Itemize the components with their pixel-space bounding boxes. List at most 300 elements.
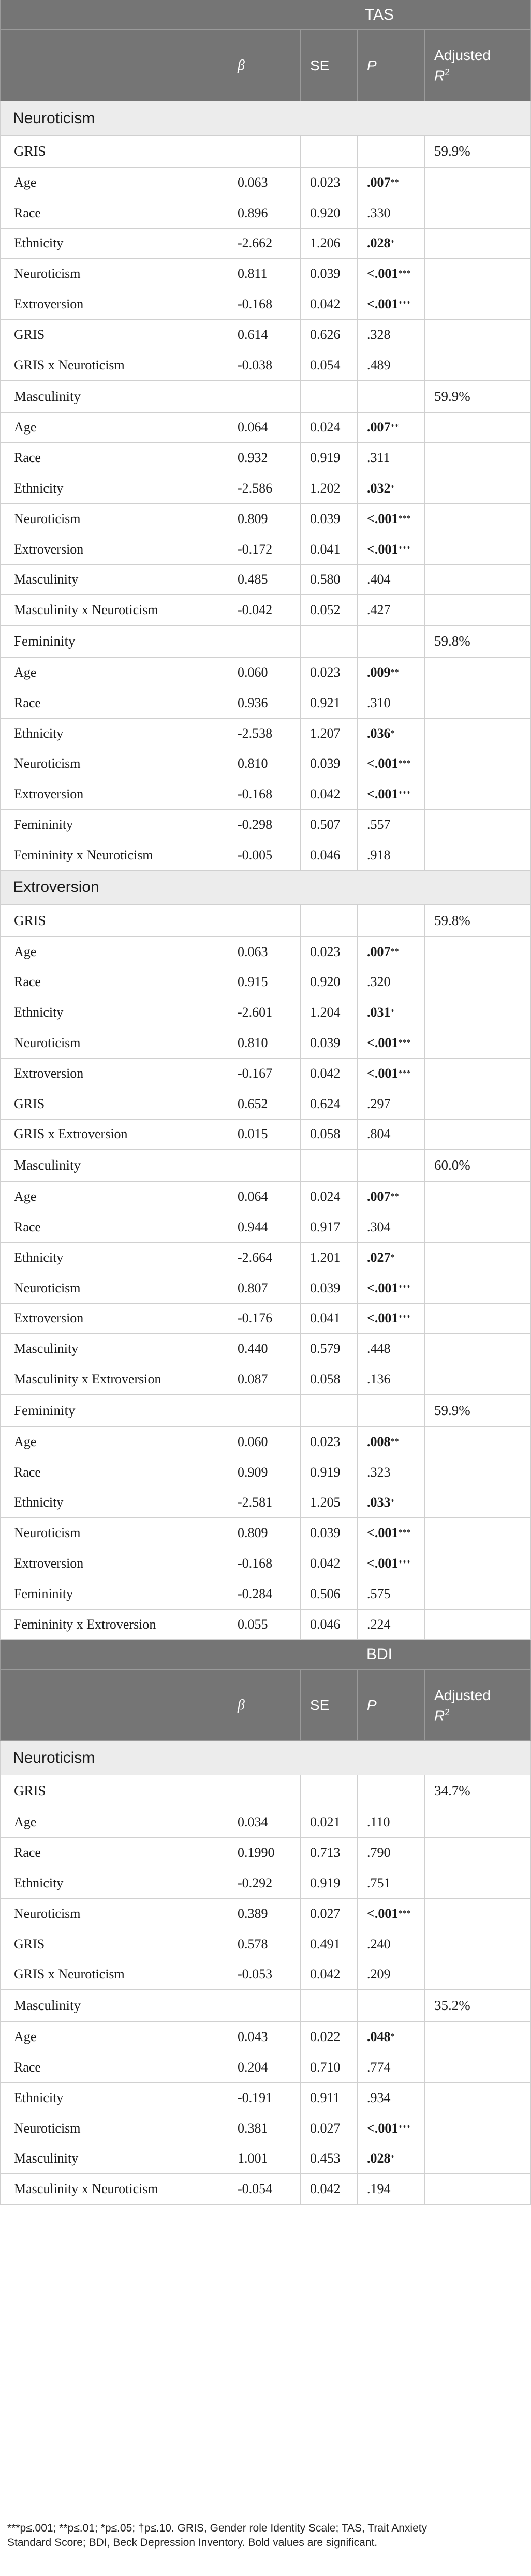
se-value: 0.507 bbox=[300, 810, 357, 840]
variable-label: Neuroticism bbox=[0, 1028, 228, 1058]
significance-marker: * bbox=[390, 2032, 395, 2042]
significance-marker: *** bbox=[398, 514, 411, 523]
empty-cell bbox=[424, 719, 531, 749]
empty-cell bbox=[424, 937, 531, 967]
variable-label: Race bbox=[0, 688, 228, 718]
p-value-cell bbox=[357, 840, 424, 870]
empty-cell bbox=[424, 688, 531, 718]
p-value: .323 bbox=[367, 1464, 391, 1480]
col-se-header: SE bbox=[300, 30, 357, 101]
significance-marker: * bbox=[390, 1253, 395, 1262]
table-row bbox=[0, 1579, 531, 1610]
variable-label: Extroversion bbox=[0, 534, 228, 564]
beta-value: 0.043 bbox=[228, 2022, 300, 2052]
se-value: 0.054 bbox=[300, 350, 357, 380]
model-row bbox=[0, 1150, 531, 1182]
p-value: .297 bbox=[367, 1096, 391, 1111]
variable-label: Race bbox=[0, 1212, 228, 1242]
p-value-cell bbox=[357, 1182, 424, 1212]
se-value: 1.202 bbox=[300, 473, 357, 503]
p-value-cell bbox=[357, 350, 424, 380]
se-value: 0.917 bbox=[300, 1212, 357, 1242]
table-row bbox=[0, 413, 531, 443]
p-value-cell bbox=[357, 1548, 424, 1579]
empty-cell bbox=[424, 229, 531, 259]
beta-value: -0.038 bbox=[228, 350, 300, 380]
p-value-cell bbox=[357, 1364, 424, 1394]
p-value: .804 bbox=[367, 1126, 391, 1142]
table-row bbox=[0, 810, 531, 840]
empty-cell bbox=[424, 1579, 531, 1609]
empty-cell bbox=[300, 905, 357, 936]
table-row bbox=[0, 534, 531, 565]
p-value-cell bbox=[357, 1059, 424, 1089]
se-value: 0.042 bbox=[300, 779, 357, 809]
p-value: .934 bbox=[367, 2090, 391, 2105]
adjusted-label: Adjusted bbox=[434, 1687, 491, 1703]
significance-marker: *** bbox=[398, 300, 411, 309]
se-value: 1.207 bbox=[300, 719, 357, 749]
significance-marker: *** bbox=[398, 1528, 411, 1538]
se-value: 0.919 bbox=[300, 1868, 357, 1898]
significance-marker: *** bbox=[398, 2123, 411, 2133]
se-value: 0.046 bbox=[300, 840, 357, 870]
empty-cell bbox=[357, 905, 424, 936]
p-value-cell bbox=[357, 1807, 424, 1837]
empty-cell bbox=[300, 136, 357, 167]
p-value-cell bbox=[357, 473, 424, 503]
empty-cell bbox=[357, 1395, 424, 1426]
header-blank-cell bbox=[0, 1670, 228, 1740]
beta-value: 0.810 bbox=[228, 1028, 300, 1058]
beta-value: -0.167 bbox=[228, 1059, 300, 1089]
significance-marker: ** bbox=[390, 177, 399, 187]
beta-value: -2.581 bbox=[228, 1487, 300, 1517]
beta-value: -0.053 bbox=[228, 1959, 300, 1989]
empty-cell bbox=[424, 1868, 531, 1898]
empty-cell bbox=[228, 905, 300, 936]
p-value-cell bbox=[357, 2052, 424, 2082]
empty-cell bbox=[424, 2083, 531, 2113]
p-value-cell bbox=[357, 2113, 424, 2143]
significance-marker: *** bbox=[398, 759, 411, 768]
table-row bbox=[0, 719, 531, 749]
se-value: 0.920 bbox=[300, 967, 357, 997]
column-header-row bbox=[0, 1670, 531, 1741]
variable-label: Ethnicity bbox=[0, 997, 228, 1028]
variable-label: Age bbox=[0, 413, 228, 443]
beta-value: -2.586 bbox=[228, 473, 300, 503]
se-value: 0.039 bbox=[300, 504, 357, 534]
se-value: 0.023 bbox=[300, 937, 357, 967]
table-row bbox=[0, 840, 531, 871]
p-value: <.001 bbox=[367, 1555, 399, 1571]
significance-marker: ** bbox=[390, 1437, 399, 1446]
col-se-header: SE bbox=[300, 1670, 357, 1740]
empty-cell bbox=[228, 381, 300, 412]
variable-label: Age bbox=[0, 937, 228, 967]
p-value-cell bbox=[357, 1959, 424, 1989]
variable-label: Ethnicity bbox=[0, 229, 228, 259]
significance-marker: * bbox=[390, 1498, 395, 1507]
empty-cell bbox=[424, 2143, 531, 2173]
empty-cell bbox=[424, 534, 531, 564]
p-value: .240 bbox=[367, 1936, 391, 1952]
significance-marker: ** bbox=[390, 423, 399, 432]
se-value: 0.024 bbox=[300, 413, 357, 443]
beta-value: 0.936 bbox=[228, 688, 300, 718]
model-row bbox=[0, 1990, 531, 2022]
p-value: <.001 bbox=[367, 1525, 399, 1541]
beta-value: 0.932 bbox=[228, 443, 300, 473]
empty-cell bbox=[228, 1990, 300, 2021]
p-value-cell bbox=[357, 1457, 424, 1487]
adjusted-r2-value: 60.0% bbox=[424, 1150, 531, 1181]
beta-value: -0.168 bbox=[228, 1548, 300, 1579]
beta-value: 0.944 bbox=[228, 1212, 300, 1242]
p-value-cell bbox=[357, 2143, 424, 2173]
beta-value: -0.298 bbox=[228, 810, 300, 840]
empty-cell bbox=[424, 749, 531, 779]
empty-cell bbox=[424, 1273, 531, 1303]
empty-cell bbox=[424, 1364, 531, 1394]
table-row bbox=[0, 1868, 531, 1899]
p-value-cell bbox=[357, 443, 424, 473]
se-value: 0.023 bbox=[300, 658, 357, 688]
se-value: 0.046 bbox=[300, 1610, 357, 1640]
se-value: 0.039 bbox=[300, 1273, 357, 1303]
empty-cell bbox=[424, 1929, 531, 1959]
beta-value: -0.292 bbox=[228, 1868, 300, 1898]
empty-cell bbox=[300, 1775, 357, 1807]
measure-header: TAS bbox=[228, 0, 531, 29]
significance-marker: * bbox=[390, 728, 395, 738]
table-row bbox=[0, 1899, 531, 1929]
beta-value: 0.389 bbox=[228, 1899, 300, 1929]
p-value: .557 bbox=[367, 817, 391, 832]
p-value: .427 bbox=[367, 602, 391, 618]
p-value: .009 bbox=[367, 665, 391, 680]
variable-label: GRIS x Extroversion bbox=[0, 1120, 228, 1150]
table-row bbox=[0, 967, 531, 998]
empty-cell bbox=[424, 1089, 531, 1119]
beta-value: 0.064 bbox=[228, 413, 300, 443]
p-value: .790 bbox=[367, 1845, 391, 1860]
table-row bbox=[0, 937, 531, 967]
se-value: 0.710 bbox=[300, 2052, 357, 2082]
beta-value: -2.538 bbox=[228, 719, 300, 749]
p-value: .209 bbox=[367, 1967, 391, 1982]
se-value: 0.580 bbox=[300, 565, 357, 595]
measure-header-row bbox=[0, 0, 531, 30]
empty-cell bbox=[228, 626, 300, 657]
empty-cell bbox=[424, 2052, 531, 2082]
beta-value: 0.652 bbox=[228, 1089, 300, 1119]
empty-cell bbox=[424, 1610, 531, 1640]
table-row bbox=[0, 443, 531, 473]
col-adjusted-r2-header bbox=[424, 30, 531, 101]
model-label: Masculinity bbox=[0, 381, 228, 412]
variable-label: Masculinity bbox=[0, 1334, 228, 1364]
table-row bbox=[0, 2113, 531, 2144]
empty-cell bbox=[357, 136, 424, 167]
se-value: 0.920 bbox=[300, 198, 357, 228]
p-value: .330 bbox=[367, 205, 391, 220]
p-value-cell bbox=[357, 2174, 424, 2204]
beta-value: 0.087 bbox=[228, 1364, 300, 1394]
p-value-cell bbox=[357, 1838, 424, 1868]
p-value-cell bbox=[357, 1579, 424, 1609]
beta-value: 0.060 bbox=[228, 1427, 300, 1457]
table-row bbox=[0, 1182, 531, 1212]
empty-cell bbox=[424, 1243, 531, 1273]
p-value: <.001 bbox=[367, 511, 399, 526]
variable-label: Extroversion bbox=[0, 289, 228, 319]
se-value: 0.919 bbox=[300, 443, 357, 473]
beta-value: 0.485 bbox=[228, 565, 300, 595]
table-row bbox=[0, 1273, 531, 1304]
model-label: GRIS bbox=[0, 1775, 228, 1807]
table-row bbox=[0, 1304, 531, 1334]
p-value-cell bbox=[357, 1089, 424, 1119]
significance-marker: * bbox=[390, 239, 395, 248]
significance-marker: *** bbox=[398, 544, 411, 554]
se-value: 0.024 bbox=[300, 1182, 357, 1212]
table-row bbox=[0, 229, 531, 259]
beta-value: -0.054 bbox=[228, 2174, 300, 2204]
significance-marker: * bbox=[390, 2154, 395, 2163]
model-row bbox=[0, 1775, 531, 1807]
table-row bbox=[0, 595, 531, 626]
adjusted-r2-value: 59.8% bbox=[424, 626, 531, 657]
empty-cell bbox=[424, 1838, 531, 1868]
beta-value: 0.063 bbox=[228, 168, 300, 198]
r-exponent: 2 bbox=[445, 1706, 450, 1717]
header-blank-cell bbox=[0, 0, 228, 29]
se-value: 0.041 bbox=[300, 534, 357, 564]
p-value: .310 bbox=[367, 695, 391, 710]
p-value: .007 bbox=[367, 944, 391, 959]
se-value: 0.506 bbox=[300, 1579, 357, 1609]
se-value: 0.058 bbox=[300, 1364, 357, 1394]
adjusted-r2-label bbox=[434, 47, 491, 84]
p-value: <.001 bbox=[367, 756, 399, 771]
se-value: 0.023 bbox=[300, 168, 357, 198]
p-value: <.001 bbox=[367, 1065, 399, 1081]
table-row bbox=[0, 658, 531, 688]
beta-value: -0.172 bbox=[228, 534, 300, 564]
predictor-group-label: Neuroticism bbox=[0, 1741, 531, 1775]
empty-cell bbox=[424, 1120, 531, 1150]
empty-cell bbox=[424, 1899, 531, 1929]
p-value-cell bbox=[357, 1028, 424, 1058]
variable-label: Ethnicity bbox=[0, 719, 228, 749]
variable-label: Ethnicity bbox=[0, 1243, 228, 1273]
se-value: 0.579 bbox=[300, 1334, 357, 1364]
p-value-cell bbox=[357, 1868, 424, 1898]
beta-value: 0.896 bbox=[228, 198, 300, 228]
p-value-cell bbox=[357, 719, 424, 749]
variable-label: Ethnicity bbox=[0, 473, 228, 503]
p-value: <.001 bbox=[367, 541, 399, 557]
p-value: .489 bbox=[367, 357, 391, 373]
beta-value: 0.809 bbox=[228, 504, 300, 534]
empty-cell bbox=[300, 381, 357, 412]
table-row bbox=[0, 565, 531, 595]
table-row bbox=[0, 1929, 531, 1960]
beta-value: 0.915 bbox=[228, 967, 300, 997]
p-value: .918 bbox=[367, 847, 391, 862]
se-value: 0.713 bbox=[300, 1838, 357, 1868]
column-header-row bbox=[0, 30, 531, 101]
table-row bbox=[0, 1364, 531, 1395]
p-value-cell bbox=[357, 2083, 424, 2113]
p-value: .224 bbox=[367, 1616, 391, 1632]
se-value: 0.042 bbox=[300, 1059, 357, 1089]
p-value-cell bbox=[357, 1899, 424, 1929]
variable-label: Age bbox=[0, 1182, 228, 1212]
adjusted-r2-value: 35.2% bbox=[424, 1990, 531, 2021]
p-value-cell bbox=[357, 1929, 424, 1959]
significance-marker: *** bbox=[398, 1314, 411, 1323]
empty-cell bbox=[424, 1334, 531, 1364]
table-row bbox=[0, 350, 531, 381]
p-value: .774 bbox=[367, 2059, 391, 2075]
table-row bbox=[0, 749, 531, 780]
model-row bbox=[0, 905, 531, 937]
model-label: Masculinity bbox=[0, 1150, 228, 1181]
significance-marker: *** bbox=[398, 1283, 411, 1292]
p-value: .027 bbox=[367, 1249, 391, 1265]
p-value: .032 bbox=[367, 481, 391, 496]
variable-label: Extroversion bbox=[0, 1304, 228, 1334]
variable-label: Femininity bbox=[0, 1579, 228, 1609]
col-beta-header: β bbox=[228, 30, 300, 101]
se-value: 0.491 bbox=[300, 1929, 357, 1959]
p-value: .033 bbox=[367, 1495, 391, 1510]
empty-cell bbox=[357, 1990, 424, 2021]
variable-label: Femininity x Neuroticism bbox=[0, 840, 228, 870]
significance-marker: * bbox=[390, 1008, 395, 1017]
se-value: 0.058 bbox=[300, 1120, 357, 1150]
p-value-cell bbox=[357, 320, 424, 350]
p-value-cell bbox=[357, 198, 424, 228]
table-row bbox=[0, 1427, 531, 1457]
p-value: .028 bbox=[367, 235, 391, 251]
significance-marker: * bbox=[390, 484, 395, 493]
p-value: .575 bbox=[367, 1586, 391, 1601]
beta-value: -0.168 bbox=[228, 289, 300, 319]
p-value-cell bbox=[357, 534, 424, 564]
empty-cell bbox=[424, 473, 531, 503]
table-row bbox=[0, 1610, 531, 1640]
variable-label: Femininity bbox=[0, 810, 228, 840]
table-row bbox=[0, 1120, 531, 1150]
variable-label: Neuroticism bbox=[0, 504, 228, 534]
model-label: Masculinity bbox=[0, 1990, 228, 2021]
p-value: .048 bbox=[367, 2029, 391, 2045]
p-value: .448 bbox=[367, 1341, 391, 1357]
variable-label: Neuroticism bbox=[0, 259, 228, 289]
variable-label: Age bbox=[0, 1427, 228, 1457]
variable-label: GRIS x Neuroticism bbox=[0, 1959, 228, 1989]
beta-value: 0.440 bbox=[228, 1334, 300, 1364]
p-value: .008 bbox=[367, 1434, 391, 1449]
p-value-cell bbox=[357, 1518, 424, 1548]
se-value: 0.039 bbox=[300, 259, 357, 289]
p-value: .007 bbox=[367, 420, 391, 435]
p-value: <.001 bbox=[367, 1311, 399, 1326]
empty-cell bbox=[300, 1150, 357, 1181]
model-row bbox=[0, 1395, 531, 1427]
beta-value: 0.063 bbox=[228, 937, 300, 967]
empty-cell bbox=[424, 2113, 531, 2143]
footnote-line-1: ***p≤.001; **p≤.01; *p≤.05; †p≤.10. GRIS, Gender role Identity Scale; TAS, Trait Anxiety bbox=[7, 2522, 427, 2534]
model-row bbox=[0, 381, 531, 413]
se-value: 0.042 bbox=[300, 289, 357, 319]
se-value: 0.919 bbox=[300, 1457, 357, 1487]
empty-cell bbox=[424, 779, 531, 809]
p-value: .110 bbox=[367, 1814, 390, 1830]
beta-value: -0.284 bbox=[228, 1579, 300, 1609]
se-value: 0.041 bbox=[300, 1304, 357, 1334]
empty-cell bbox=[424, 2022, 531, 2052]
empty-cell bbox=[424, 840, 531, 870]
variable-label: Extroversion bbox=[0, 1059, 228, 1089]
model-label: Femininity bbox=[0, 1395, 228, 1426]
empty-cell bbox=[357, 1150, 424, 1181]
empty-cell bbox=[424, 1487, 531, 1517]
p-value-cell bbox=[357, 565, 424, 595]
variable-label: Race bbox=[0, 967, 228, 997]
empty-cell bbox=[424, 658, 531, 688]
model-row bbox=[0, 626, 531, 658]
p-value-cell bbox=[357, 1427, 424, 1457]
empty-cell bbox=[424, 259, 531, 289]
predictor-group-row bbox=[0, 101, 531, 136]
empty-cell bbox=[424, 1548, 531, 1579]
measure-header: BDI bbox=[228, 1640, 531, 1669]
p-value: .007 bbox=[367, 174, 391, 190]
col-p-header: P bbox=[357, 1670, 424, 1740]
p-value: .751 bbox=[367, 1875, 391, 1890]
variable-label: Race bbox=[0, 198, 228, 228]
p-value-cell bbox=[357, 658, 424, 688]
beta-value: -2.601 bbox=[228, 997, 300, 1028]
beta-value: 0.034 bbox=[228, 1807, 300, 1837]
p-value: .136 bbox=[367, 1371, 391, 1387]
table-row bbox=[0, 1212, 531, 1243]
p-value-cell bbox=[357, 168, 424, 198]
table-row bbox=[0, 198, 531, 229]
r-letter: R bbox=[434, 67, 445, 84]
header-blank-cell bbox=[0, 30, 228, 101]
adjusted-r2-value: 59.9% bbox=[424, 136, 531, 167]
table-row bbox=[0, 1028, 531, 1059]
p-value-cell bbox=[357, 1487, 424, 1517]
p-value: .304 bbox=[367, 1219, 391, 1234]
beta-value: 0.381 bbox=[228, 2113, 300, 2143]
se-value: 1.206 bbox=[300, 229, 357, 259]
adjusted-r2-value: 59.9% bbox=[424, 381, 531, 412]
table-row bbox=[0, 688, 531, 719]
adjusted-r2-value: 59.9% bbox=[424, 1395, 531, 1426]
significance-marker: *** bbox=[398, 790, 411, 799]
table-row bbox=[0, 473, 531, 504]
table-row bbox=[0, 320, 531, 350]
se-value: 0.023 bbox=[300, 1427, 357, 1457]
se-value: 0.021 bbox=[300, 1807, 357, 1837]
